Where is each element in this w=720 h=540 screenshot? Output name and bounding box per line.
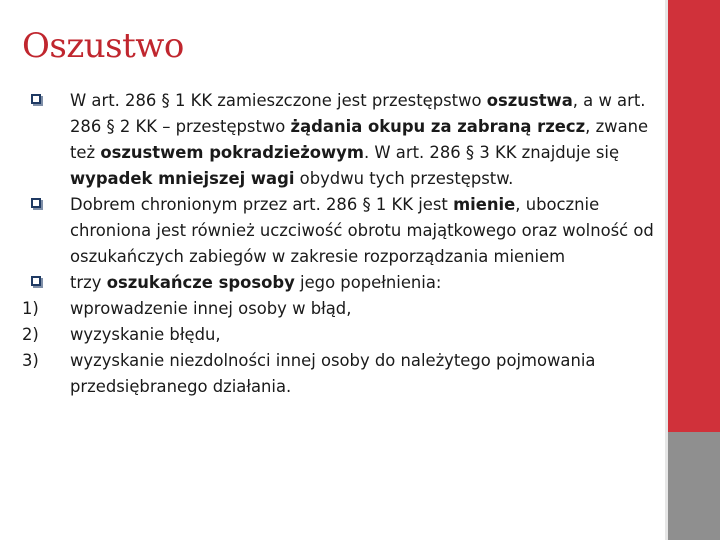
text-run: , a w art. 286 § 2 KK – przestępstwo — [70, 91, 646, 136]
item-text: wprowadzenie innej osoby w błąd, — [70, 299, 352, 318]
bold-term: wypadek mniejszej wagi — [70, 169, 295, 188]
text-run: trzy — [70, 273, 107, 292]
numbered-item — [22, 296, 658, 322]
text-run: . W art. 286 § 3 KK znajduje się — [363, 143, 620, 162]
text-run: , zwane też — [70, 117, 649, 162]
bold-term: oszustwa — [486, 91, 573, 110]
bullet-item — [22, 88, 658, 192]
slide-body — [22, 88, 658, 400]
numbered-item — [22, 348, 658, 400]
bold-term: oszukańcze sposoby — [106, 273, 295, 292]
numbered-item — [22, 322, 658, 348]
bullet-item — [22, 192, 658, 270]
text-run: jego popełnienia: — [294, 273, 442, 292]
item-number: 1) — [22, 299, 39, 318]
text-run: Dobrem chronionym przez art. 286 § 1 KK jest — [70, 195, 454, 214]
page-title: Oszustwo — [22, 26, 184, 66]
red-side-band — [668, 0, 720, 432]
item-text: wyzyskanie niezdolności innej osoby do należytego pojmowania przedsiębranego działania. — [70, 351, 596, 396]
item-number: 2) — [22, 325, 39, 344]
bold-term: żądania okupu za zabraną rzecz — [290, 117, 586, 136]
bullet-item — [22, 270, 658, 296]
bold-term: mienie — [453, 195, 516, 214]
bold-term: oszustwem pokradzieżowym — [100, 143, 364, 162]
gray-side-band — [668, 432, 720, 540]
text-run: obydwu tych przestępstw. — [294, 169, 514, 188]
item-text: wyzyskanie błędu, — [70, 325, 221, 344]
text-run: , ubocznie chroniona jest również uczciwość obrotu majątkowego oraz wolność od oszukańczych zabiegów w zakresie rozporządzania mieniem — [70, 195, 654, 266]
text-run: W art. 286 § 1 KK zamieszczone jest przestępstwo — [70, 91, 487, 110]
item-number: 3) — [22, 351, 39, 370]
